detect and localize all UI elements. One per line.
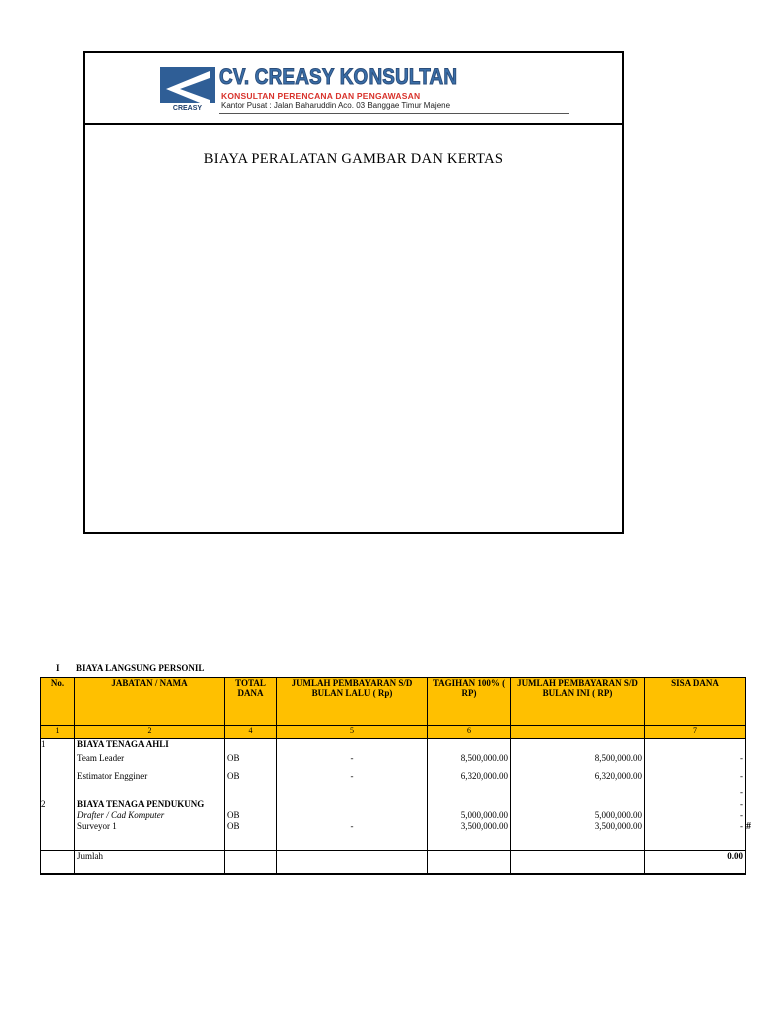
payment-table (40, 677, 746, 875)
row-tagihan: 3,500,000.00 (428, 821, 511, 851)
row-sisa: - (645, 821, 746, 851)
table-row (41, 821, 746, 851)
spacer-row (41, 787, 746, 799)
table-row (41, 753, 746, 771)
company-logo-icon (160, 67, 215, 111)
header-jabatan: JABATAN / NAMA (75, 678, 225, 726)
row-lalu (277, 810, 428, 821)
column-number-row (41, 726, 746, 739)
row-total: OB (225, 753, 277, 771)
colnum-jabatan: 2 (75, 726, 225, 739)
row-ini: 3,500,000.00 (511, 821, 645, 851)
row-total: OB (225, 771, 277, 787)
total-row (41, 851, 746, 875)
row-total: OB (225, 810, 277, 821)
header-ini: JUMLAH PEMBAYARAN S/D BULAN INI ( RP) (511, 678, 645, 726)
row-sisa: - (645, 771, 746, 787)
row-sisa: - (645, 753, 746, 771)
row-lalu: - (277, 771, 428, 787)
group-row (41, 739, 746, 753)
header-lalu: JUMLAH PEMBAYARAN S/D BULAN LALU ( Rp) (277, 678, 428, 726)
colnum-no: 1 (41, 726, 75, 739)
cover-frame (83, 51, 624, 534)
table-header-row (41, 678, 746, 726)
row-ini: 6,320,000.00 (511, 771, 645, 787)
section-number: I (56, 663, 60, 673)
header-no: No. (41, 678, 75, 726)
row-lalu: - (277, 753, 428, 771)
row-sisa: - (645, 810, 746, 821)
header-sisa: SISA DANA (645, 678, 746, 726)
group-title: BIAYA TENAGA AHLI (75, 739, 225, 753)
row-sisa: - (645, 799, 746, 810)
table-row (41, 810, 746, 821)
row-sisa: - (645, 787, 746, 799)
group-row (41, 799, 746, 810)
colnum-tagihan: 6 (428, 726, 511, 739)
cover-title: BIAYA PERALATAN GAMBAR DAN KERTAS (203, 151, 504, 167)
total-label: Jumlah (75, 851, 225, 875)
group-number: 1 (41, 739, 75, 753)
letterhead-rule (219, 113, 569, 114)
company-address: Kantor Pusat : Jalan Baharuddin Aco. 03 Banggae Timur Majene (221, 101, 451, 110)
company-name: CV. CREASY KONSULTAN (219, 64, 458, 89)
group-number: 2 (41, 799, 75, 810)
row-name: Team Leader (75, 753, 225, 771)
group-title: BIAYA TENAGA PENDUKUNG (75, 799, 225, 810)
section-label: BIAYA LANGSUNG PERSONIL (76, 663, 205, 673)
colnum-ini (511, 726, 645, 739)
logo-mark-text: CREASY (172, 105, 203, 111)
colnum-total: 4 (225, 726, 277, 739)
overflow-mark: # (746, 821, 751, 832)
header-tagihan: TAGIHAN 100% ( RP) (428, 678, 511, 726)
row-ini: 8,500,000.00 (511, 753, 645, 771)
total-sisa: 0.00 (645, 851, 746, 875)
row-tagihan: 5,000,000.00 (428, 810, 511, 821)
colnum-lalu: 5 (277, 726, 428, 739)
header-total: TOTAL DANA (225, 678, 277, 726)
colnum-sisa: 7 (645, 726, 746, 739)
row-name: Surveyor 1 (75, 821, 225, 851)
row-name: Drafter / Cad Komputer (75, 810, 225, 821)
row-lalu: - (277, 821, 428, 851)
row-tagihan: 8,500,000.00 (428, 753, 511, 771)
row-ini: 5,000,000.00 (511, 810, 645, 821)
row-total: OB (225, 821, 277, 851)
row-name: Estimator Engginer (75, 771, 225, 787)
letterhead (85, 53, 622, 125)
row-tagihan: 6,320,000.00 (428, 771, 511, 787)
table-row (41, 771, 746, 787)
company-tagline: KONSULTAN PERENCANA DAN PENGAWASAN (221, 91, 421, 101)
